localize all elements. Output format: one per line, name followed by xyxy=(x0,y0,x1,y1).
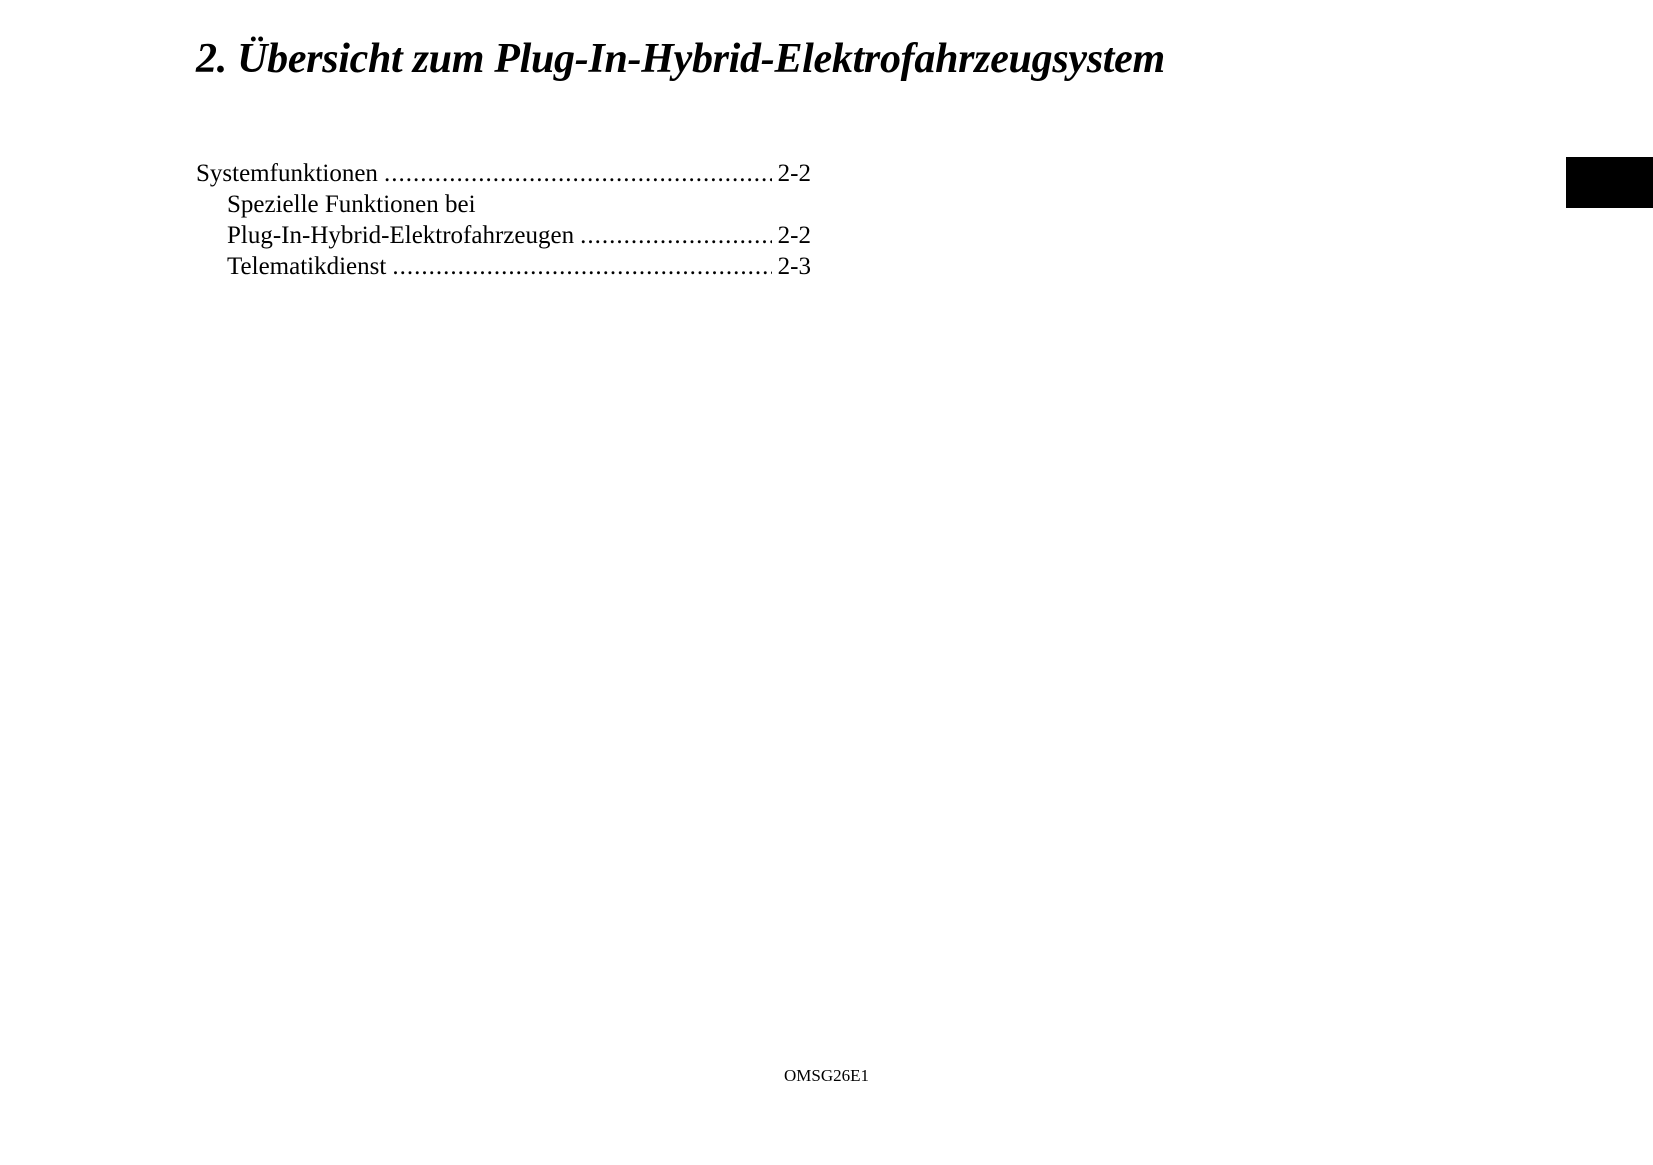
toc-dot-leader xyxy=(580,220,772,251)
toc-entry-spezielle-funktionen-line2[interactable] xyxy=(196,220,811,251)
toc-entry-label: Spezielle Funktionen bei xyxy=(227,191,476,218)
document-code: OMSG26E1 xyxy=(783,1066,869,1085)
toc-entry-telematikdienst[interactable] xyxy=(196,251,811,282)
toc-entry-label: Telematikdienst xyxy=(227,253,387,280)
toc-entry-spezielle-funktionen-line1[interactable] xyxy=(196,189,811,220)
chapter-thumb-tab xyxy=(1566,157,1653,208)
chapter-title: 2. Übersicht zum Plug-In-Hybrid-Elektrofahrzeugsystem xyxy=(196,36,1165,82)
toc-entry-systemfunktionen[interactable] xyxy=(196,158,811,189)
toc-entry-label: Plug-In-Hybrid-Elektrofahrzeugen xyxy=(227,222,575,249)
table-of-contents xyxy=(196,158,811,282)
toc-entry-page: 2-3 xyxy=(777,253,811,280)
toc-entry-page: 2-2 xyxy=(777,160,811,187)
toc-dot-leader xyxy=(392,251,771,282)
toc-dot-leader xyxy=(384,158,772,189)
toc-entry-page: 2-2 xyxy=(777,222,811,249)
toc-entry-label: Systemfunktionen xyxy=(196,160,378,187)
